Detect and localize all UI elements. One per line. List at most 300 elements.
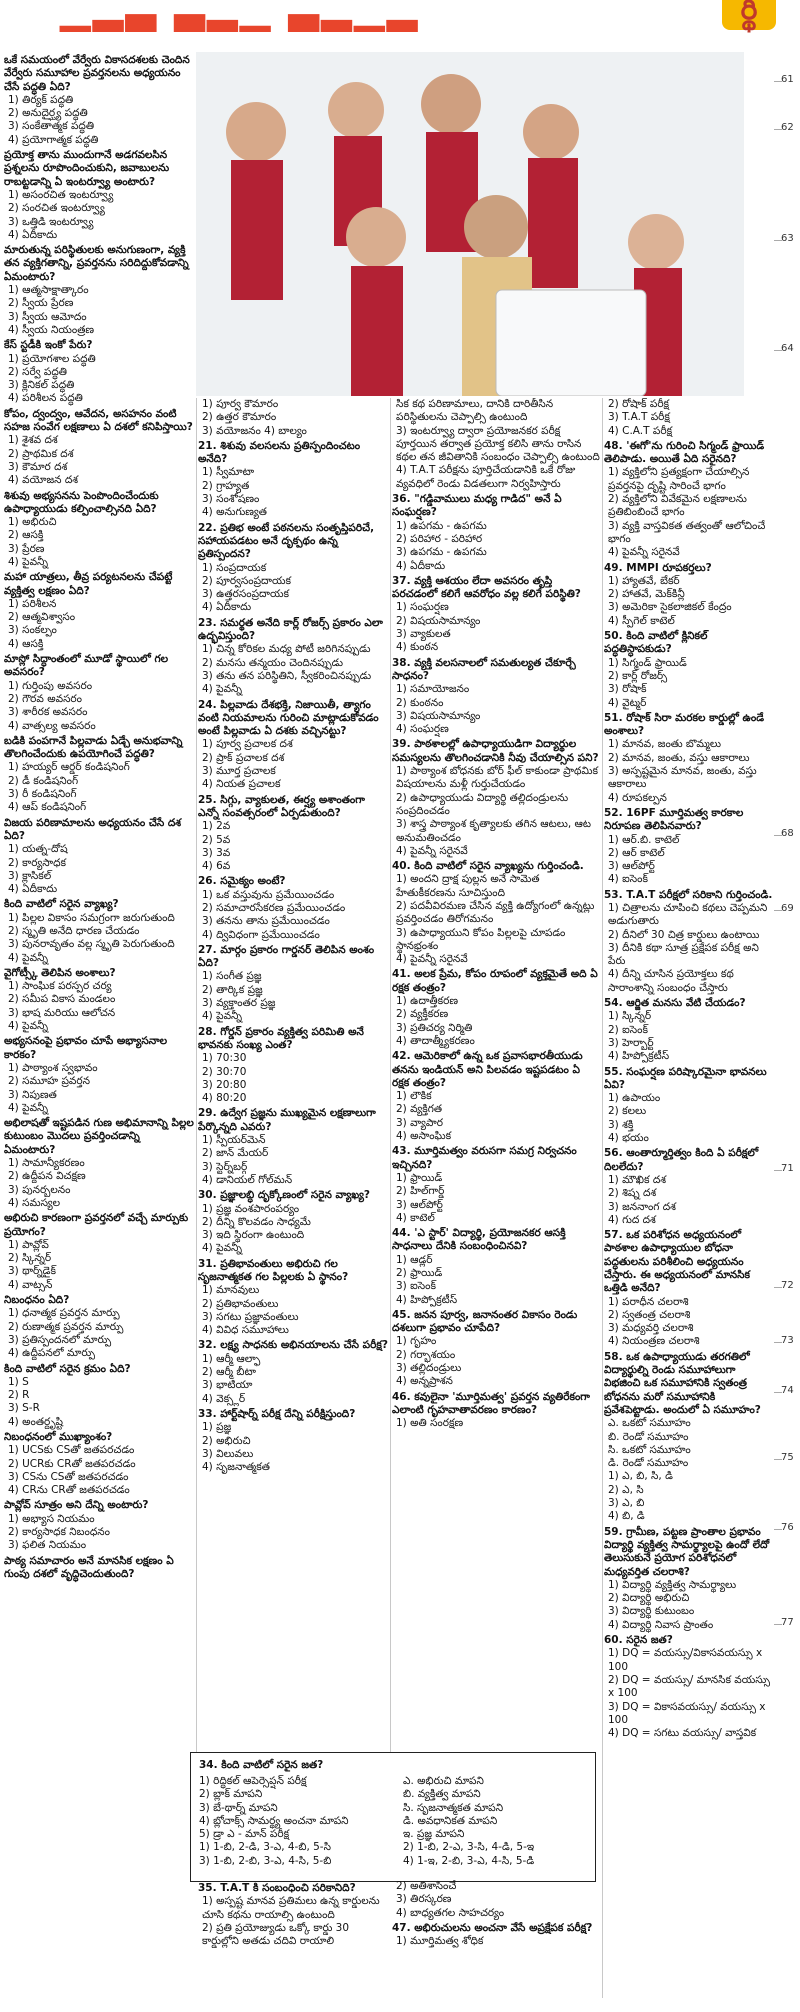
- answer-option: 4) వయోజన దశ: [8, 474, 79, 487]
- answer-option: 1) సిగ్మండ్ ఫ్రాయిడ్: [608, 656, 687, 669]
- answer-option: 3) వ్యాపార: [396, 1116, 443, 1129]
- question-text: 52. 16PF మూర్తిమత్వ కారకాల నిరూపణ తెలిపినవారు?: [604, 806, 744, 833]
- answer-option: 3) హెర్బార్ట్: [608, 1036, 654, 1049]
- answer-option: 3) ఫలిత నియమం: [8, 1539, 87, 1552]
- classroom-photo-illustration: [196, 52, 744, 396]
- answer-option: 2) జాన్ మేయర్: [202, 1147, 269, 1160]
- margin-question-number: 69: [781, 903, 794, 914]
- answer-option: 2) ఆర్ కాటెల్: [608, 846, 665, 859]
- answer-option: సి. ఒకటో సమూహం: [608, 1443, 691, 1456]
- answer-option: 1) తిర్యక్ పద్ధతి: [8, 93, 74, 106]
- question-text: 56. ఆంతార్మూర్తిత్వం కింది ఏ పరీక్షలో దిలలేదు?: [604, 1147, 759, 1173]
- answer-option: 1) హయ్యర్ ఆర్డర్ కండిషనింగ్: [8, 761, 130, 774]
- matching-item: బి. వ్యక్తిత్వ మాపని: [403, 1788, 481, 1801]
- answer-option: 3) అమెరికా సైకలాజికల్ కేంద్రం: [608, 601, 732, 614]
- matching-question-title: 34. కింది వాటిలో సరైన జత?: [199, 1759, 324, 1771]
- question-text: 57. ఒక పరిశోధన అధ్యయనంలో పాఠశాల ఉపాధ్యాయుల బోధనా పద్ధతులను పరిశీలించి అధ్యయనం చేస్తారు. ఈ అధ్యయనంలో మానసిక ఒత్తిడి అనేది?: [604, 1229, 750, 1295]
- classroom-photo: [196, 52, 744, 396]
- student-figure-1: [226, 102, 286, 300]
- answer-option: 1) మూర్తిమత్వ శోధిక: [396, 1935, 484, 1948]
- answer-option: 1) గుర్తింపు అవసరం: [8, 679, 93, 692]
- answer-option: 4) ఉద్దీపనలో మార్పు: [8, 1347, 96, 1360]
- question-text: 22. ప్రతిభ అంటే పఠనలను సంతృప్తిపరిచే, సహాయపడటం అనే దృక్పథం ఉన్న ప్రతిస్పందన?: [198, 521, 375, 561]
- answer-option: 4) వెక్స్లర్: [202, 1392, 246, 1405]
- answer-option: 2) శిష్న దశ: [608, 1187, 657, 1200]
- answer-option: 4) అన్నప్రాశన: [396, 1375, 453, 1388]
- answer-option: 4) CRను CRతో జతపరచడం: [8, 1484, 130, 1497]
- answer-option: 3) పునరావృతం వల్ల స్మృతి పెరుగుతుంది: [8, 938, 175, 951]
- answer-option: 3) నిపుణత: [8, 1088, 57, 1101]
- question-text: విజయ పరిణామాలను అధ్యయనం చేసే దశ ఏది?: [4, 816, 182, 842]
- answer-option: 2) హాతవే, మెక్‌కిన్లీ: [608, 588, 685, 601]
- answer-option: 3) విద్యార్థి కుటుంబం: [608, 1605, 695, 1618]
- matching-item: ఎ. అభిరుచి మాపని: [403, 1775, 484, 1787]
- matching-item: 4) 1-ఇ, 2-బి, 3-ఎ, 4-సి, 5-డి: [403, 1854, 535, 1867]
- answer-option: 1) పావ్లోవ్: [8, 1238, 49, 1251]
- question-text: 53. T.A.T పరీక్షలో సరికాని గుర్తించండి.: [604, 888, 773, 901]
- answer-option: 1) సంప్రదాయక: [202, 561, 267, 574]
- matching-item: 3) బే-థార్న్ మాపని: [199, 1801, 278, 1814]
- answer-option: 4) వాట్సన్: [8, 1278, 53, 1291]
- answer-option: 3) ఇది స్థిరంగా ఉంటుంది: [202, 1229, 305, 1242]
- answer-option: 3) క్లినికల్ పద్ధతి: [8, 379, 75, 392]
- answer-option: 4) పైవన్నీ: [8, 555, 48, 568]
- question-text: 43. మూర్తిమత్వం వరుసగా సమగ్ర నిర్వచనం ఇచ్చినది?: [392, 1145, 577, 1171]
- question-text: 51. రోషాక్ సిరా మరకల కార్డుల్లో ఉండే అంశాలు?: [604, 711, 764, 738]
- answer-option: 2) విద్యార్థి అభిరుచి: [608, 1592, 690, 1605]
- answer-option: 3) శక్తి: [608, 1118, 634, 1131]
- answer-option: 2) రుణాత్మక ప్రవర్తన మార్పు: [8, 1320, 124, 1333]
- answer-option: 3) ఇంటర్వ్యూ ద్వారా ప్రయోజనకర పరీక్ష పూర్తయిన తర్వాత ప్రయోక్త కలిసి తాను రాసిన కథల తన జీవితానికి సంబంధం చెప్పాల్సి ఉంటుంది: [396, 424, 600, 464]
- question-text: అభ్యసనంపై ప్రభావం చూపే అభ్యాసనాల కారకం?: [4, 1035, 168, 1061]
- answer-option: 2) స్కిన్నర్: [8, 1252, 52, 1265]
- answer-option: 3) తనను తాను ప్రమేయించడం: [202, 915, 330, 928]
- answer-option: 3) దీనికి కథా సూత్ర ప్రక్షేపక పరీక్ష అని పేరు: [608, 941, 759, 968]
- margin-tick: [774, 1624, 782, 1625]
- answer-option: 1) యత్న-దోష: [8, 843, 68, 856]
- margin-question-number: 62: [781, 122, 794, 133]
- answer-option: 3) జననాంగ దశ: [608, 1200, 676, 1213]
- answer-option: 4) పైవన్నీ సరైనవే: [608, 546, 680, 559]
- matching-item: 1) రిద్ధికల్ ఆపెర్సెప్షన్ పరీక్ష: [199, 1775, 307, 1787]
- answer-option: 1) మౌఖిక దశ: [608, 1173, 667, 1186]
- student-figure-5: [346, 207, 406, 396]
- answer-option: 3) ప్రతిస్పందనలో మార్పు: [8, 1333, 112, 1346]
- answer-option: 1) ఆత్మసాక్షాత్కారం: [8, 284, 89, 297]
- answer-option: 3) వ్యక్తి వాస్తవికత తత్వంతో ఆలోచించే భాగం: [608, 519, 766, 545]
- answer-option: 2) దీన్ని కొలవడం సాధ్యమే: [202, 1215, 311, 1228]
- answer-option: 2) 5వ: [202, 833, 231, 846]
- answer-option: 1) పాఠ్యాంశ స్వభావం: [8, 1061, 98, 1074]
- answer-option: 3) వ్యక్తాంతర ప్రజ్ఞ: [202, 997, 276, 1010]
- question-text: 24. పిల్లవాడు దేశభక్తి, నిజాయితీ, త్యాగం వంటి నియమాలను గురించి మాట్లాడుకోవడం అంటే పిల్లవాడు ఏ దశకు వచ్చినట్టు?: [198, 698, 379, 738]
- answer-option: 4) గుద దశ: [608, 1213, 656, 1226]
- question-column-3-bottom: [392, 1880, 600, 2010]
- answer-option: 2) స్వీయ ప్రేరణ: [8, 297, 74, 310]
- answer-option: 1) పాఠ్యాంశ బోధనకు బోర్ ఫీల్ కాకుండా ప్రాథమిక విషయాలను మళ్లీ గుర్తుచేయడం: [396, 765, 598, 791]
- page-banner: [0, 0, 800, 34]
- matching-item: 5) డ్రా ఎ - మాన్ పరీక్ష: [199, 1828, 290, 1841]
- answer-option: 3) ఒత్తిడి ఇంటర్వ్యూ: [8, 215, 94, 228]
- answer-option: బి. రెండో సమూహం: [608, 1430, 689, 1443]
- answer-option: 4) ఆప్ కండిషనింగ్: [8, 801, 87, 814]
- answer-option: 4) పైవన్నీ: [202, 683, 242, 696]
- question-text: కోపం, ద్వంద్వం, ఆవేదన, అసహనం వంటి సహజ సంవేగ లక్షణాలు ఏ దశలో కనిపిస్తాయి?: [4, 407, 193, 434]
- question-text: 33. హార్ట్‌షార్న్ పరీక్ష దేన్ని పరీక్షిస్తుంది?: [198, 1407, 356, 1420]
- question-column-2: [198, 398, 388, 1838]
- question-column-1: [4, 52, 194, 2002]
- answer-option: 3) సగటు ప్రజ్ఞావంతులు: [202, 1310, 299, 1323]
- answer-option: 4) దీన్ని చూసిన ప్రయోక్తలు కథ సారాంశాన్ని సంబంధం చేస్తారు: [608, 968, 734, 994]
- question-text: 39. పాఠశాలల్లో ఉపాధ్యాయుడిగా విద్యార్థుల సమస్యలను తొలగించడానికి నీవు చేయాల్సిన పని?: [392, 738, 599, 764]
- answer-option: 2) ఆసక్తి: [8, 529, 44, 542]
- answer-option: 1) ఆర్.బి. కాటెల్: [608, 833, 680, 846]
- answer-option: 2) ఎ, సి: [608, 1483, 644, 1496]
- answer-option: 4) ఐసెంక్: [608, 873, 648, 886]
- answer-option: 2) 30:70: [202, 1065, 247, 1078]
- answer-option: 2) కార్యసాధక నిబంధనం: [8, 1526, 110, 1539]
- matching-item: 2) బ్లాక్ మాపని: [199, 1788, 263, 1801]
- answer-option: 1) పూర్వ ప్రచాలక దశ: [202, 738, 293, 751]
- answer-option: 1) పరాధీన చలరాశి: [608, 1295, 689, 1308]
- answer-option: 4) పైవన్నీ: [8, 951, 48, 964]
- margin-tick: [774, 129, 782, 130]
- answer-option: 2) హిల్‌గార్డ్: [396, 1185, 445, 1198]
- margin-question-number: 71: [781, 1163, 794, 1174]
- answer-option: 3) థార్న్‌డైక్: [8, 1265, 56, 1278]
- margin-tick: [774, 1459, 782, 1460]
- question-column-3: [392, 398, 600, 1838]
- answer-option: 1) స్వీమాటా: [202, 466, 255, 479]
- answer-option: 2) ప్రతిభావంతులు: [202, 1297, 279, 1310]
- answer-option: 1) స్కిన్నర్: [608, 1010, 652, 1023]
- question-text: 38. వ్యక్తి వలసనాలలో సమతుల్యత చేకూర్చే సాధనం?: [392, 656, 576, 682]
- answer-option: 4) స్వీయ నియంత్రణ: [8, 323, 95, 336]
- margin-tick: [774, 1170, 782, 1171]
- question-text: 35. T.A.T కి సంబంధించి సరికానిది?: [198, 1882, 356, 1894]
- answer-option: 2) కుంఠనం: [396, 696, 444, 709]
- matching-item: 2) 1-బి, 2-ఎ, 3-సి, 4-డి, 5-ఇ: [403, 1841, 535, 1854]
- answer-option: 2) ప్రతి ప్రయోజ్యుడు ఒక్కో కార్డు 30 కార్డుల్లోని అతడు చదివి రాయాలి: [202, 1921, 350, 1948]
- answer-option: 1) అందని ద్రాక్ష పుల్లన అనే సామెత హేతుకీకరణను సూచిస్తుంది: [396, 873, 540, 899]
- answer-option: 2) సమాచారసేకరణ ప్రమేయించడం: [202, 901, 346, 914]
- question-text: నిబంధనం ఏది?: [4, 1294, 70, 1307]
- answer-option: 3) మూర్త ప్రచాలక: [202, 765, 276, 778]
- margin-tick: [774, 81, 782, 82]
- answer-option: 3) అస్పష్టమైన మానవ, జంతు, వస్తు ఆకారాలు: [608, 765, 757, 791]
- question-text: మారుతున్న పరిస్థితులకు అనుగుణంగా, వ్యక్తి తన వ్యక్తిగతాన్ని, ప్రవర్తనను సరిదిద్దుకోవడాన్ని ఏమంటారు?: [4, 244, 189, 283]
- answer-option: 1) విద్యార్థి వ్యక్తిత్వ సామర్థ్యాలు: [608, 1578, 737, 1591]
- answer-option: 4) T.A.T పరీక్షను పూర్తిచేయడానికి ఒకే రోజు వ్యవధిలో రెండు విడతలుగా నిర్వహిస్తారు: [396, 464, 576, 490]
- question-text: 42. ఆమెరికాలో ఉన్న ఒక ప్రవాసభారతీయుడు తనను ఇండియన్ అని పిలవడం ఇష్టపడటం ఏ రక్షక తంత్రం?: [392, 1050, 583, 1089]
- answer-option: 3) ఉపగమ - ఉపగమ: [396, 546, 487, 559]
- answer-option: 3) 20:80: [202, 1078, 247, 1091]
- answer-option: 3) 3వ: [202, 846, 231, 859]
- answer-option: 3) తను తన పరిస్థితిని, స్వీకరించినప్పుడు: [202, 669, 372, 682]
- answer-option: 4) ప్రయోగాత్మక పద్ధతి: [8, 133, 99, 146]
- question-text: కింది వాటిలో సరైన వ్యాఖ్య?: [4, 898, 119, 911]
- answer-option: 2) పదవీవిరమణ చేసిన వ్యక్తి ఉద్యోగంలో ఉన్నట్లు ప్రవర్తించడం తిరోగమనం: [396, 899, 595, 926]
- answer-option: 1) పిల్లల వికాసం సమగ్రంగా జరుగుతుంది: [8, 911, 175, 924]
- margin-question-number: 64: [781, 343, 794, 354]
- answer-option: 3) విషయసామాన్యం: [396, 709, 481, 722]
- margin-question-number: 63: [781, 233, 794, 244]
- answer-option: 3) ఐసెంక్: [396, 1280, 436, 1293]
- column-divider: [390, 398, 391, 1878]
- answer-option: 4) హిప్పోక్రటీస్: [608, 1050, 670, 1063]
- answer-option: 2) విషయసామాన్యం: [396, 614, 481, 627]
- banner-title: ▁▂▃ ▃▂▁ ▃▂▁▂: [60, 0, 420, 32]
- column-divider: [196, 398, 197, 1878]
- answer-option: 4) నియత ప్రచాలక: [202, 778, 281, 791]
- answer-option: 4) ఏదీకాదు: [8, 883, 58, 896]
- banner-badge: ర్థి: [722, 0, 776, 30]
- margin-tick: [774, 910, 782, 911]
- answer-option: 2) ఐసెంక్: [608, 1023, 648, 1036]
- answer-option: 2) R: [8, 1389, 30, 1402]
- answer-option: 2) సమూహ ప్రవర్తన: [8, 1075, 90, 1088]
- question-text: ఒకే సమయంలో వేర్వేరు వికాసదశలకు చెందిన వేర్వేరు సమూహాల ప్రవర్తనలను అధ్యయనం చేసే పద్ధతి ఏది?: [4, 54, 190, 93]
- answer-option: 2) సంరచిత ఇంటర్వ్యూ: [8, 202, 105, 215]
- answer-option: 2) అభిరుచి: [202, 1434, 251, 1447]
- answer-option: 4) సమస్యల: [8, 1196, 61, 1209]
- answer-option: 4) పరిశీలన పద్ధతి: [8, 392, 83, 405]
- answer-option: 1) ధనాత్మక ప్రవర్తన మార్పు: [8, 1307, 120, 1320]
- answer-option: 2) స్మృతి అనేది ధారణ చేయడం: [8, 925, 140, 937]
- answer-option: 2) అతిశాసించే: [396, 1880, 457, 1892]
- question-text: మహా యాత్రలు, తీవ్ర పర్యటనలను చేపట్టే వ్యక్తిత్వ లక్షణం ఏది?: [4, 571, 173, 597]
- answer-option: 4) 80:20: [202, 1092, 247, 1105]
- answer-option: 1) ఉపాయం: [608, 1092, 661, 1105]
- answer-option: 1) ఆడ్లర్: [396, 1253, 433, 1266]
- margin-question-number: 74: [781, 1385, 794, 1396]
- answer-option: 2) మానవ, జంతు, వస్తు ఆకారాలు: [608, 751, 750, 764]
- answer-option: 3) DQ = వికాసవయస్సు/ వయస్సు x 100: [608, 1700, 766, 1726]
- question-text: 31. ప్రతిభావంతులు అభిరుచి గల సృజనాత్మకత గల పిల్లలకు ఏ స్థానం?: [198, 1257, 349, 1283]
- question-text: 27. మార్గం ప్రకారం గార్డనర్ తెలిపిన అంశం ఏది?: [198, 943, 375, 970]
- answer-option: 1) అభిరుచి: [8, 516, 57, 529]
- answer-option: 2) వ్యక్తిలోని వివేకమైన లక్షణాలను ప్రతిబింబించే భాగం: [608, 493, 747, 519]
- answer-option: 1) ఉదాత్తీకరణ: [396, 995, 459, 1008]
- answer-option: 3) ఆల్‌పోర్ట్: [396, 1198, 443, 1211]
- answer-option: 3) తిరస్కరణ: [396, 1893, 452, 1906]
- question-text: 23. సమర్థత అనేది కార్ల్ రోజర్స్ ప్రకారం ఎలా ఉద్భవిస్తుంది?: [198, 616, 383, 643]
- answer-option: 1) ప్రయోగశాల పద్ధతి: [8, 352, 96, 365]
- answer-option: 4) అంతర్దృష్టి: [8, 1415, 64, 1428]
- answer-option: 1) సంఘర్షణ: [396, 601, 449, 614]
- answer-option: 4) 6వ: [202, 860, 231, 873]
- answer-option: 4) సంఘర్షణ: [396, 723, 449, 736]
- matching-item: డి. అవధానికత మాపని: [403, 1814, 498, 1827]
- answer-option: 4) పైవన్నీ: [8, 1020, 48, 1033]
- answer-option: 1) మానవులు: [202, 1284, 260, 1297]
- answer-option: 4) పైవన్నీ: [202, 1010, 242, 1023]
- column-divider: [602, 398, 603, 1998]
- question-text: 37. వ్యక్తి ఆశయం లేదా అవసరం తృప్తి పరచడంలో కలిగే ఆవరోధం వల్ల కలిగే పరిస్థితి?: [392, 574, 581, 601]
- answer-option: 2) ప్రాక్ ప్రచాలక దశ: [202, 751, 285, 764]
- answer-option: 2) గ్రాహ్యత: [202, 479, 250, 492]
- answer-option: 4) పైవన్నీ సరైనవే: [396, 844, 468, 857]
- answer-option: 2) కలలు: [608, 1105, 647, 1118]
- question-column-4: [604, 398, 774, 2002]
- question-text: 25. సిగ్గు, వ్యాకులత, ఈర్ష్య అశాంతంగా ఎన్నో సంవత్సరంలో ఏర్పడుతుంది?: [198, 793, 365, 819]
- answer-option: 2) ఆత్మవిశ్వాసం: [8, 611, 76, 624]
- answer-option: సిక కథ పరిణామాలు, దానికి దారితీసిన పరిస్థితులను చెప్పాల్సి ఉంటుంది: [396, 398, 554, 424]
- margin-question-number: 76: [781, 1522, 794, 1533]
- answer-option: 4) ఏదీకాదు: [8, 228, 58, 241]
- answer-option: 4) పైవన్నీ: [202, 1242, 242, 1255]
- answer-option: 3) మధ్యవర్తి చలరాశి: [608, 1322, 694, 1335]
- question-text: కింది వాటిలో సరైన క్రమం ఏది?: [4, 1362, 131, 1375]
- answer-option: 3) సంకల్పం: [8, 624, 57, 637]
- answer-option: 2) సర్వే పద్ధతి: [8, 365, 67, 378]
- answer-option: 3) సంశోషణం: [202, 493, 260, 506]
- answer-option: 4) భయం: [608, 1132, 649, 1145]
- answer-option: 3) స్వీయ ఆమోదం: [8, 310, 87, 323]
- question-text: 26. సమైక్యం అంటే?: [198, 875, 286, 888]
- margin-tick: [774, 1287, 782, 1288]
- matching-item: 3) 1-బి, 2-బి, 3-ఎ, 4-సి, 5-బి: [199, 1854, 332, 1867]
- answer-option: 4) అసాంఘిక: [396, 1130, 452, 1143]
- answer-option: 1) S: [8, 1375, 29, 1388]
- answer-option: 2) దీనిలో 30 చిత్ర కార్డులు ఉంటాయి: [608, 928, 760, 941]
- answer-option: ఎ. ఒకటో సమూహం: [608, 1417, 691, 1430]
- answer-option: 1) సమాయోజనం: [396, 683, 470, 696]
- answer-option: 2) ఫ్రాయిడ్: [396, 1267, 443, 1279]
- question-text: పావ్లోవ్ సూత్రం అని దేన్ని అంటారు?: [4, 1499, 149, 1512]
- margin-tick: [774, 1392, 782, 1393]
- answer-option: 1) 70:30: [202, 1052, 247, 1065]
- question-text: 59. గ్రామీణ, పట్టణ ప్రాంతాల ప్రభావం విద్యార్థి వ్యక్తిత్వ సామర్థ్యాలపై ఉందో లేదో తెలుసుకునే ప్రయోగ పరిశోధనలో మధ్యవర్తిత చలరాశి?: [604, 1525, 770, 1578]
- question-text: బడికి పంపగానే పిల్లవాడు ఏడ్చే అనుభవాన్ని తొలగించేందుకు ఉపయోగించే పద్ధతి?: [4, 734, 183, 761]
- matching-left-list: [199, 1775, 399, 1868]
- answer-option: 3) ఉపాధ్యాయుని కోపం పిల్లలపై చూపడం స్థానభ్రంశం: [396, 926, 566, 952]
- question-text: వైగోట్స్కీ తెలిపిన అంశాలు?: [4, 966, 116, 979]
- answer-option: 3) ప్రేరణ: [8, 542, 45, 555]
- answer-option: డి. రెండో సమూహం: [608, 1457, 689, 1470]
- question-text: 46. కవులైనా 'మూర్తిమత్వ' ప్రవర్తన వ్యతిరేకంగా ఎలాంటి గృహవాతావరణం కారణం?: [392, 1390, 590, 1416]
- answer-option: 2) తార్కిక ప్రజ్ఞ: [202, 983, 263, 996]
- answer-option: 3) వ్యాకులత: [396, 628, 451, 641]
- answer-option: 3) క్లాసికల్: [8, 869, 52, 882]
- answer-option: 1) సామాన్యీకరణం: [8, 1157, 85, 1170]
- answer-option: 1) ప్రజ్ఞ: [202, 1421, 232, 1434]
- margin-tick: [774, 350, 782, 351]
- answer-option: 4) హిప్పోక్రటీస్: [396, 1293, 458, 1306]
- matching-question-box: [190, 1752, 596, 1882]
- answer-option: 4) ఆసక్తి: [8, 637, 44, 650]
- answer-option: 3) పునర్బలనం: [8, 1183, 71, 1196]
- answer-option: 4) బాధ్యతగల సాహచర్యం: [396, 1906, 505, 1919]
- answer-option: 2) డీ కండిషనింగ్: [8, 774, 79, 787]
- answer-option: 3) భాటియా: [202, 1379, 253, 1392]
- answer-option: 1) ఒక వస్తువును ప్రమేయించడం: [202, 888, 335, 901]
- answer-option: 1) అసంరచిత ఇంటర్వ్యూ: [8, 188, 114, 201]
- answer-option: 3) ప్రతిచర్య నిర్మితి: [396, 1021, 473, 1034]
- answer-option: 1) అభ్యాస నియమం: [8, 1512, 95, 1525]
- answer-option: 3) సంకేతాత్మక పద్ధతి: [8, 120, 95, 133]
- margin-tick: [774, 1529, 782, 1530]
- question-text: ప్రయోక్త తాను ముందుగానే అడగవలసిన ప్రశ్నలను రూపొందించుకుని, జవాబులను రాబట్టడాన్ని ఏ ఇంటర్వ్యూ అంటారు?: [4, 149, 170, 188]
- answer-option: 1) వ్యక్తిలోని ప్రత్యక్షంగా చేయాల్సిన ప్రవర్తనపై దృష్టి సారించే భాగం: [608, 466, 750, 492]
- answer-option: 1) అతి సంరక్షణ: [396, 1417, 464, 1430]
- answer-option: 3) రీ కండిషనింగ్: [8, 788, 77, 801]
- answer-option: 1) చిన్న కోరికల మధ్య పోటీ జరిగినప్పుడు: [202, 643, 371, 656]
- answer-option: 1) పూర్వ కౌమారం: [202, 398, 279, 410]
- question-text: 47. అభిరుచులను అంచనా వేసే అప్రక్షేపక పరీక్ష?: [392, 1921, 593, 1934]
- answer-option: 1) పరిశీలన: [8, 597, 57, 610]
- answer-option: 2) ప్రాథమిక దశ: [8, 447, 74, 460]
- question-text: శిశువు అభ్యసనను పెంపొందించేందుకు ఉపాధ్యాయుడు కల్పించాల్సినది ఏది?: [4, 489, 159, 515]
- margin-question-number: 77: [781, 1617, 794, 1628]
- question-text: మాస్లో సిద్ధాంతంలో మూడో స్థాయిలో గల అవసరం?: [4, 653, 169, 679]
- matching-item: 1) 1-బి, 2-డి, 3-ఎ, 4-బి, 5-సి: [199, 1841, 331, 1854]
- answer-option: 4) తాదాత్మ్యీకరణం: [396, 1034, 475, 1047]
- answer-option: 3) తల్లిదండ్రులు: [396, 1362, 462, 1375]
- question-text: 55. సంఘర్షణ పరిష్కారమైనా భావనలు ఏవి?: [604, 1065, 767, 1091]
- answer-option: 2) వ్యక్తిగత: [396, 1103, 443, 1116]
- margin-question-number: 73: [781, 1335, 794, 1346]
- answer-option: 2) గర్భాశయం: [396, 1348, 456, 1361]
- answer-option: 4) స్పీగెల్ కాటెల్: [608, 614, 675, 627]
- answer-option: 1) UCSకు CSతో జతపరచడం: [8, 1444, 135, 1457]
- matching-item: 4) బ్లోచాక్స్ సామర్థ్య అంచనా మాపని: [199, 1814, 349, 1827]
- answer-option: 2) ఆర్మీ బీటా: [202, 1366, 256, 1379]
- answer-option: 4) ఏదీకాదు: [396, 559, 446, 572]
- answer-option: 4) ద్వివిధంగా ప్రమేయించడం: [202, 928, 320, 941]
- question-text: 36. "గడ్డివాములు మధ్య గాడిద" అనే ఏ సంఘర్షణ?: [392, 493, 562, 519]
- answer-option: 1) అస్పష్ట మానవ ప్రతిమలు ఉన్న కార్డులను చూసి కథను రాయాల్సి ఉంటుంది: [202, 1895, 380, 1921]
- answer-option: 1) ఉపగమ - ఉపగమ: [396, 519, 487, 532]
- answer-option: 4) కాటెల్: [396, 1211, 435, 1224]
- matching-right-list: [403, 1775, 593, 1868]
- question-text: 40. కింది వాటిలో సరైన వ్యాఖ్యను గుర్తించండి.: [392, 860, 584, 873]
- answer-option: 4) రూపకల్పన: [608, 791, 667, 804]
- laptop-icon: [496, 290, 646, 396]
- answer-option: 4) DQ = సగటు వయస్సు/ వాస్తవిక: [608, 1727, 757, 1740]
- margin-tick: [774, 835, 782, 836]
- answer-option: 2) సమీప వికాస మండలం: [8, 993, 116, 1006]
- answer-option: 3) విలువలు: [202, 1447, 254, 1460]
- answer-option: 2) ఉత్తర కౌమారం: [202, 411, 277, 424]
- matching-item: ఇ. ప్రజ్ఞ మాపని: [403, 1828, 465, 1841]
- answer-option: 2) కార్ల్ రోజర్స్: [608, 669, 668, 682]
- answer-option: 3) ఉత్తరసంప్రదాయక: [202, 588, 289, 601]
- answer-option: 3) T.A.T పరీక్ష: [608, 411, 670, 424]
- answer-option: 1) శైశవ దశ: [8, 434, 58, 447]
- answer-option: 1) మానవ, జంతు బొమ్మలు: [608, 738, 721, 751]
- answer-option: 4) వాత్సల్య అవసరం: [8, 719, 96, 732]
- margin-tick: [774, 240, 782, 241]
- answer-option: 1) ప్రజ్ఞ వంశపారంపర్యం: [202, 1202, 300, 1215]
- question-text: పాఠ్య సమాచారం అనే మానసిక లక్షణం ఏ గుంపు దశలో వృద్ధిచెందుతుంది?: [4, 1554, 174, 1580]
- answer-option: 1) సంగీత ప్రజ్ఞ: [202, 970, 262, 983]
- answer-option: 4) నియంత్రణ చలరాశి: [608, 1335, 700, 1348]
- question-text: కేస్ స్టడీకి ఇంకో పేరు?: [4, 339, 93, 352]
- question-text: అభిలాషతో ఇష్టపడిన గుణ అభిమానాన్ని పిల్లల కుటుంబం మొదలు ప్రవర్తించడాన్ని ఏమంటారు?: [4, 1117, 194, 1156]
- margin-tick: [774, 1342, 782, 1343]
- answer-option: 4) వైట్మర్: [608, 696, 647, 709]
- answer-option: 4) బి, డి: [608, 1510, 645, 1523]
- answer-option: 4) పైవన్నీ: [8, 1101, 48, 1114]
- question-text: 54. ఆర్జిత మనసు వేటి చేయడం?: [604, 997, 746, 1010]
- question-text: 49. MMPI రూపకర్తలు?: [604, 561, 712, 574]
- margin-question-number: 61: [781, 74, 794, 85]
- answer-option: 1) సాంఘిక పరస్పర చర్య: [8, 980, 112, 993]
- answer-option: 1) గృహం: [396, 1335, 437, 1348]
- answer-option: 4) విద్యార్థి నివాస ప్రాంతం: [608, 1618, 714, 1631]
- answer-option: 3) వయోజనం 4) బాల్యం: [202, 424, 307, 437]
